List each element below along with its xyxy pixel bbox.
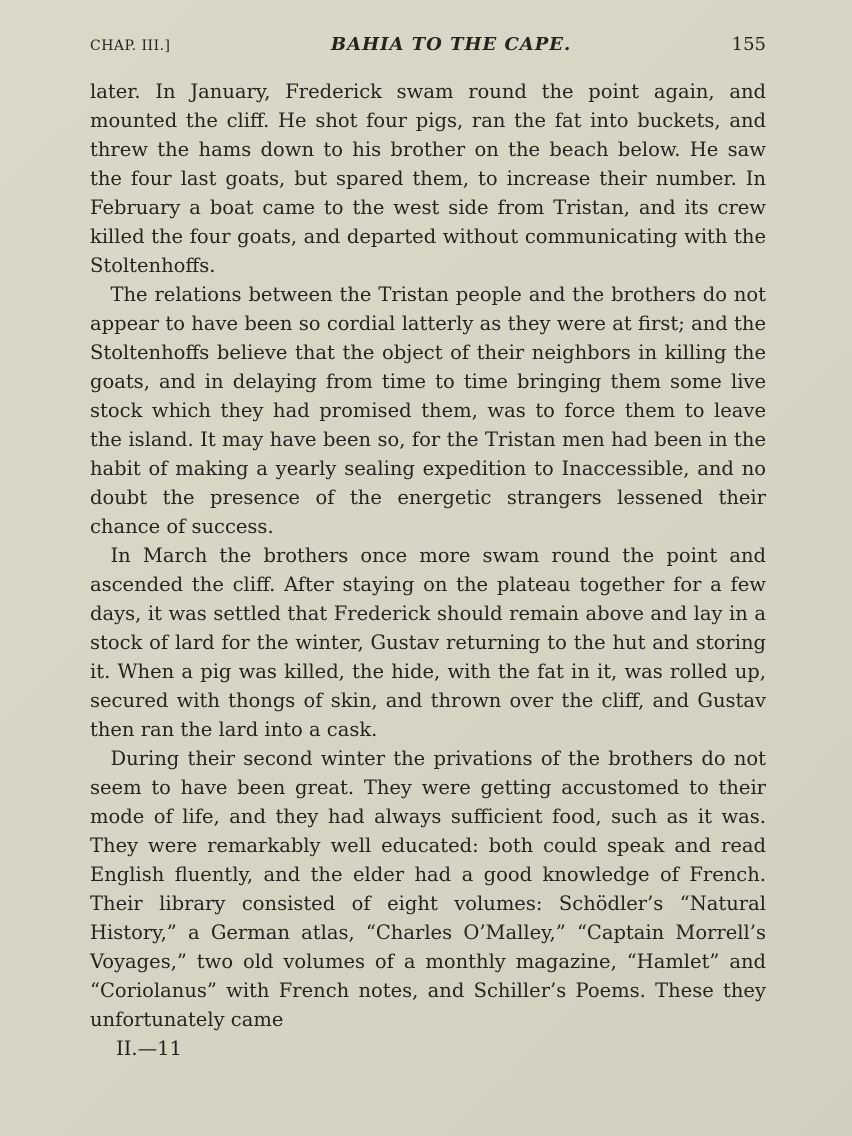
running-title: BAHIA TO THE CAPE. <box>330 34 572 55</box>
page-number: 155 <box>731 34 766 55</box>
paragraph: later. In January, Frederick swam round the point again, and mounted the cliff. He shot four pigs, ran the fat into buckets, and threw the hams down to his brother on the beach below. He saw the four last goats, but spared them, to increase their number. In February a boat came to the west side from Tristan, and its crew killed the four goats, and departed without communicating with the Stoltenhoffs. <box>90 80 766 277</box>
paragraph: The relations between the Tristan people and the brothers do not appear to have been so cordial latterly as they were at first; and the Stoltenhoffs believe that the object of their neighbors in killing the goats, and in delaying from time to time bringing them some live stock which they had promised them, was to force them to leave the island. It may have been so, for the Tristan men had been in the habit of making a yearly sealing expedition to Inaccessible, and no doubt the presence of the energetic strangers lessened their chance of success. <box>90 283 766 538</box>
page-header <box>90 34 766 55</box>
chapter-label: CHAP. III.] <box>90 38 171 54</box>
page-body <box>90 77 766 1034</box>
paragraph: In March the brothers once more swam round the point and ascended the cliff. After staying on the plateau together for a few days, it was settled that Frederick should remain above and lay in a stock of lard for the winter, Gustav returning to the hut and storing it. When a pig was killed, the hide, with the fat in it, was rolled up, secured with thongs of skin, and thrown over the cliff, and Gustav then ran the lard into a cask. <box>90 544 766 741</box>
paragraph: During their second winter the privations of the brothers do not seem to have been great. They were getting accustomed to their mode of life, and they had always sufficient food, such as it was. They were remarkably well educated: both could speak and read English fluently, and the elder had a good knowledge of French. Their library consisted of eight volumes: Schödler’s “Natural History,” a German atlas, “Charles O’Malley,” “Captain Morrell’s Voyages,” two old volumes of a monthly magazine, “Hamlet” and “Coriolanus” with French notes, and Schiller’s Poems. These they unfortunately came <box>90 747 766 1031</box>
volume-signature: II.—11 <box>116 1037 182 1060</box>
